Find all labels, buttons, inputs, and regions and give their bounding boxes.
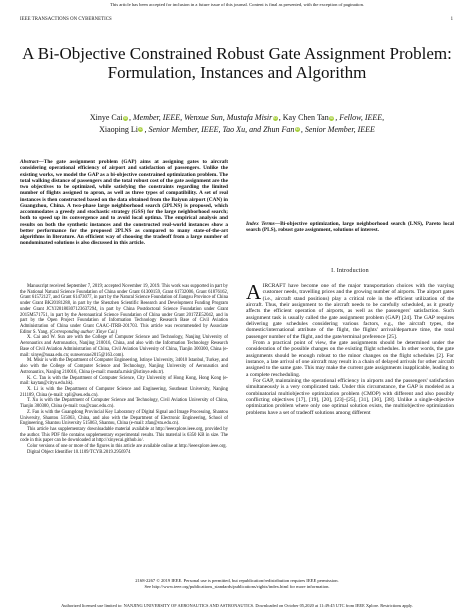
paper-title: A Bi-Objective Constrained Robust Gate Assignment Problem: Formulation, Instances and Algorithm — [22, 44, 452, 83]
drop-cap: A — [246, 279, 262, 304]
author-name: Xiaoping Li — [99, 124, 138, 134]
orcid-icon[interactable]: iD — [330, 115, 334, 120]
footnote-supplementary: This article has supplementary downloadable material available at http://ieeexplore.ieee.org, provided by the author. This PDF file contains supplementary experimental results. This material is 6350 KB in size. The code in this paper can be downloaded at http://xinyecai.github.io/. — [20, 426, 228, 444]
footnote-doi: Digital Object Identifier 10.1109/TCYB.2019.2956974 — [27, 449, 131, 455]
author-line-2 — [30, 124, 444, 136]
copyright-footer — [0, 578, 474, 589]
orcid-icon[interactable]: iD — [139, 127, 143, 131]
author-affiliation-text: , Fellow, IEEE, — [335, 113, 385, 122]
publication-notice: This article has been accepted for inclusion in a future issue of this journal. Content is final as presented, with the exception of pagination. — [109, 2, 365, 7]
orcid-icon[interactable]: iD — [123, 115, 128, 120]
orcid-icon[interactable]: iD — [295, 127, 300, 131]
intro-paragraph — [246, 279, 454, 340]
intro-paragraph: For GAP, maintaining the operational efficiency in airports and the passengers' satisfaction simultaneously is a very complicated task. Under this circumstance, the GAP is modeled as a combinatorial multiobjective optimization problem (CMOP) with different and also possibly conflicting objectives [17], [19], [20], [23]–[25], [31], [36], [38]. Unlike a single-objective optimization problem where only one optimal solution exists, the multiobjective optimization problems have a set of tradeoff solutions among different — [246, 377, 454, 416]
footnote-affiliation: K. C. Tan is with the Department of Computer Science, City University of Hong Kong, Hong Kong (e-mail: kaytan@cityu.edu.hk). — [20, 375, 228, 387]
journal-name: IEEE TRANSACTIONS ON CYBERNETICS — [20, 17, 112, 22]
footnote-funding-text: Manuscript received September 7, 2019; accepted November 19, 2019. This work was supported in part by the National Natural Science Foundation of China under Grant 61300159, Grant 61732006, Grant 61876162, Grant 61572127, and Grant 61473077, in part by the Natural Science Foundation of Jiangsu Province of China under Grant BK20181288, in part by the Shenzhen Scientific Research and Development Funding Program under Grant JCYJ20180307123637294, in part by China Postdoctoral Science Foundation under Grant 2015M571751, in part by the Aeronautical Science Foundation of China under Grant 2017ZE52042, and in part by the Open Project Foundation of Information Technology Research Base of Civil Aviation Administration of China under Grant CAAC-ITRB-201703. This article was recommended by Associate Editor S. Yang. — [20, 284, 228, 335]
abstract-text: —The gate assignment problem (GAP) aims at assigning gates to aircraft considering operational efficiency of airport and satisfaction of passengers. Unlike the existing works, we model the GAP as a bi-objective constrained optimization problem. The total walking distance of passengers and the total robust cost of the gate assignment are the two objectives to be optimized, while satisfying the constraints regarding the limited number of flights assigned to apron, as well as three types of compatibility. A set of real instances is then constructed based on the data obtained from the Baiyun airport (CAN) in Guangzhou, China. A two-phase large neighborhood search (2PLNS) is proposed, which accommodates a greedy and stochastic strategy (GSS) for the large neighborhood search; both to speed up its convergence and to avoid local optima. The empirical analysis and results on both the synthetic instances and the constructed real-world instances show a better performance for the proposed 2PLNS as compared to many state-of-the-art algorithms in literature. An efficient way of choosing the tradeoff from a large number of nondominated solutions is also discussed in this article. — [20, 159, 228, 247]
author-affiliation-text: , Senior Member, IEEE — [300, 124, 375, 134]
section-heading: I. Introduction — [331, 268, 369, 274]
intro-paragraph: From a practical point of view, the gate assignments should be determined under the consideration of the possible changes on the existing flight schedules. In other words, the gate assignments should be enough robust to the minor changes on the flight schedules [2]. For instance, a late arrival of one aircraft may result in a chain of delayed arrivals for other aircraft assigned to the same gate. This may make the current gate assignments inapplicable, leading to a complete rescheduling. — [246, 339, 454, 378]
author-name: Xinye Cai — [89, 113, 123, 122]
author-line-1 — [30, 112, 444, 124]
orcid-icon[interactable]: iD — [273, 115, 277, 120]
author-name: , Kay Chen Tan — [278, 113, 329, 122]
footnote-manuscript — [20, 284, 228, 335]
footnote-affiliation: X. Cai and W. Sun are with the College of Computer Science and Technology, Nanjing University of Aeronautics and Astronautics, Nanjing 210016, China, and also with the Information Technology Research Base of Civil Aviation Administration of China, Civil Aviation University of China, Tianjin 300300, China (e-mail: xinye@nuaa.edu.cn; sunwenxue2015@163.com). — [20, 335, 228, 358]
author-affiliation-text: , Member, IEEE, Wenxue Sun, Mustafa Misir — [129, 113, 273, 122]
author-affiliation-text: , Senior Member, IEEE, Tao Xu, and Zhun Fan — [144, 124, 295, 134]
index-terms-text: —Bi-objective optimization, large neighborhood search (LNS), Pareto local search (PLS), robust gate assignment, solutions of interest. — [246, 221, 454, 234]
page-number: 1 — [450, 17, 453, 22]
footnote — [20, 284, 228, 456]
index-terms-label: Index Terms — [246, 221, 275, 227]
author-list — [30, 112, 444, 135]
rights-link-line[interactable]: See http://www.ieee.org/publications_standards/publications/rights/index.html for more information. — [144, 583, 330, 589]
license-line: Authorized licensed use limited to: NANJING UNIVERSITY OF AERONAUTICS AND ASTRONAUTICS. Downloaded on October 05,2020 at 11:49:45 UTC from IEEE Xplore. Restrictions apply. — [61, 603, 413, 608]
copyright-line: 2168-2267 © 2019 IEEE. Personal use is permitted, but republication/redistribution requires IEEE permission. — [135, 578, 339, 583]
index-terms — [246, 221, 454, 234]
abstract-label: Abstract — [20, 159, 39, 165]
footnote-affiliation: T. Xu is with the Department of Computer Science and Technology, Civil Aviation University of China, Tianjin 300300, China (e-mail: txu@cauc.edu.cn). — [20, 398, 228, 410]
introduction-body — [246, 279, 454, 416]
corresponding-author: (Corresponding author: Xinye Cai.) — [48, 329, 118, 335]
footnote-affiliation: Z. Fan is with the Guangdong Provincial Key Laboratory of Digital Signal and Image Processing, Shantou University, Shantou 515063, China, and also with the Department of Electronic Engineering, School of Engineering, Shantou University 515063, Shantou, China (e-mail: zfan@stu.edu.cn). — [20, 409, 228, 427]
footnote-affiliation: M. Misir is with the Department of Computer Engineering, Istinye University, 34010 Istanbul, Turkey, and also with the College of Computer Science and Technology, Nanjing University of Aeronautics and Astronautics, Nanjing 210016, China (e-mail: mustafa.misir@istinye.edu.tr). — [20, 358, 228, 375]
abstract — [20, 159, 228, 247]
intro-paragraph-text: IRCRAFT have become one of the major transportation choices with the varying customer needs, travelling prices and the growing number of airports. The airport gates (i.e., aircraft stand positions) play a critical role in the efficient utilization of the aircraft. Thus, their assignment to the aircraft needs to be carefully scheduled, as it greatly affects the efficient operation of airports, as well as the passengers' satisfaction. Such assignment task is usually called the gate assignment problem (GAP) [24]. The GAP requires delivering gate schedules considering various factors, e.g., the aircraft types, the domestic/international attribute of the flight, the flights' arrival/departure time, the total passenger number of the flight, and the gate/terminal preference [25]. — [246, 283, 454, 340]
footnote-affiliation: X. Li is with the Department of Computer Science and Engineering, Southeast University, Nanjing 211189, China (e-mail: xpli@seu.edu.cn). — [20, 386, 228, 398]
footnote-color-note: Color versions of one or more of the figures in this article are available online at http://ieeexplore.ieee.org. — [27, 444, 227, 450]
